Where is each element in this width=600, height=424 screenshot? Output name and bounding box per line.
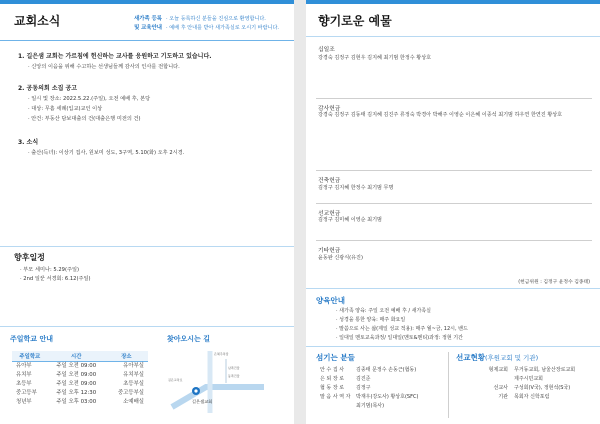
table-row xyxy=(12,398,148,407)
table-header: 장소 xyxy=(105,351,148,362)
offering-category: 선교헌금 xyxy=(318,211,341,217)
news-item xyxy=(18,52,288,72)
cell-dept: 유치부 xyxy=(16,372,32,378)
cell-dept: 중고등부 xyxy=(16,390,37,396)
church-news-title: 교회소식 xyxy=(14,14,61,28)
table-row xyxy=(320,393,432,402)
schedule-list xyxy=(20,266,91,284)
cell-dept: 유아부 xyxy=(16,363,32,369)
directions-map xyxy=(166,347,270,415)
table-row xyxy=(12,380,148,389)
table-row xyxy=(320,402,432,411)
table-row xyxy=(12,389,148,398)
offering-category: 십일조 xyxy=(318,47,335,53)
divider xyxy=(0,246,294,247)
news-line: · 출산(득녀): 이상기 집사, 원보미 성도, 3구역, 5.10(화) 오후 2시경. xyxy=(28,150,185,156)
server-role xyxy=(320,402,356,411)
missions-table xyxy=(476,366,575,402)
schedule-title: 향후일정 xyxy=(14,253,45,262)
notice-line: · 오늘 등록하신 분들을 진심으로 환영합니다. xyxy=(166,16,266,22)
divider xyxy=(316,203,592,204)
news-line: · 대상: 무흠 세례(입교)교인 이상 xyxy=(28,106,103,112)
cell-time: 주일 오후 03:00 xyxy=(56,399,97,405)
map-label: 은혜주차장 xyxy=(214,352,229,356)
schedule-line: · 2nd 일꾼 서경회: 6.12(주일) xyxy=(20,276,91,282)
cell-time: 주일 오전 09:00 xyxy=(56,372,97,378)
mission-names: 구성회(V국), 정현석(S국) xyxy=(514,385,571,391)
table-row xyxy=(476,384,575,393)
map-place-label: 길은샘교회 xyxy=(192,399,213,404)
server-names: 김종태 문정수 손동근(협동) xyxy=(356,367,417,373)
discipleship-title: 양육안내 xyxy=(316,296,345,305)
cell-place: 유아부실 xyxy=(123,363,144,369)
mission-names: 목회자 신학포럼 xyxy=(514,394,550,400)
news-title: 3. 소식 xyxy=(18,139,39,146)
divider xyxy=(316,98,592,99)
server-role: 은 퇴 장 로 xyxy=(320,376,345,382)
notice-label-line: 새가족 등록 xyxy=(134,16,162,22)
server-role: 협 동 장 로 xyxy=(320,385,345,391)
map-label: 동쪽건물 xyxy=(228,374,240,378)
discipleship-line: · 말씀으로 사는 삶(제일 성교 적용): 매주 월~금, 12시, 밴드 xyxy=(336,326,468,332)
server-names: 김진준 xyxy=(356,376,371,382)
divider xyxy=(316,170,592,171)
table-row xyxy=(320,366,432,375)
news-line: · 신앙의 이음을 위해 수고하는 선생님들께 감사의 인사를 전합니다. xyxy=(28,64,180,70)
offering-category: 건축헌금 xyxy=(318,178,341,184)
offerings-title: 향기로운 예물 xyxy=(318,14,392,28)
server-names: 김정구 xyxy=(356,385,371,391)
offering-category: 기타헌금 xyxy=(318,248,341,254)
mission-type: 선교사 xyxy=(493,385,508,391)
cell-time: 주일 오후 12:30 xyxy=(56,390,97,396)
cell-dept: 청년부 xyxy=(16,399,32,405)
top-accent-bar xyxy=(0,0,294,4)
offering-names: 강경숙 김정구 김동태 김지혜 김진주 류정숙 박경아 박해주 이영순 이은혜 이종석 최기범 하우연 한연진 황상호 xyxy=(318,112,563,118)
news-title: 1. 길은샘 교회는 가르침에 헌신하는 교사를 응원하고 기도하고 있습니다. xyxy=(18,53,212,60)
divider xyxy=(0,40,294,41)
table-row xyxy=(476,393,575,402)
column-divider xyxy=(448,352,449,418)
divider xyxy=(306,36,600,37)
notice-text xyxy=(166,15,292,33)
notice-label-line: 및 교육안내 xyxy=(134,25,162,31)
news-title: 2. 공동의회 소집 공고 xyxy=(18,85,78,92)
servers-table xyxy=(320,366,432,411)
top-accent-bar xyxy=(306,0,600,4)
news-item xyxy=(18,138,288,158)
server-role: 안 수 집 사 xyxy=(320,367,345,373)
servers-title: 섬기는 분들 xyxy=(316,353,355,362)
offering-names: 윤동완 신광식(유진) xyxy=(318,255,363,261)
table-header: 주일학교 xyxy=(12,351,48,362)
table-row xyxy=(12,362,148,372)
discipleship-line: · 성경을 통한 양육: 매주 화요일 xyxy=(336,317,406,323)
server-names: 최기범(목사) xyxy=(356,403,385,409)
news-line: · 일시 및 장소: 2022.5.22.(주일), 오전 예배 후, 본당 xyxy=(28,96,151,102)
discipleship-list xyxy=(336,307,468,343)
mission-type: 형제교회 xyxy=(488,367,508,373)
sunday-school-table xyxy=(12,351,148,407)
divider xyxy=(0,326,294,327)
discipleship-line: · 일대일 멘토교육과정/ 일대일(멘토&멘티)과정: 정현 기간 xyxy=(336,335,463,341)
divider xyxy=(306,288,600,289)
missions-title-sub: (후원교회 및 기관) xyxy=(484,354,539,362)
right-page xyxy=(306,0,600,424)
mission-names: 무거동교회, 남울산장로교회 xyxy=(514,367,576,373)
cell-place: 초등부실 xyxy=(123,381,144,387)
table-row xyxy=(476,375,575,384)
directions-title: 찾아오시는 길 xyxy=(167,335,211,343)
news-line: · 안건: 부동산 담보대출의 건(대출은행 미전의 건) xyxy=(28,116,141,122)
offering-names: 강경숙 김정구 김현우 김지혜 최기범 한정수 황상호 xyxy=(318,55,432,61)
missions-title xyxy=(456,352,538,363)
offering-committee-note: (헌금위원 : 김정구 윤정수 김종태) xyxy=(518,280,590,285)
map-label: 길은교차로 xyxy=(168,378,183,382)
schedule-line: · 부모 세미나: 5.29(주일) xyxy=(20,267,80,273)
table-row xyxy=(476,366,575,375)
server-names: 박재우(강도사) 황상호(SFC) xyxy=(356,394,419,400)
cell-time: 주일 오전 09:00 xyxy=(56,381,97,387)
offering-category: 감사헌금 xyxy=(318,106,341,112)
notice-line: · 예배 후 안내를 받아 새가족실로 오시기 바랍니다. xyxy=(166,25,279,31)
cell-place: 유치부실 xyxy=(123,372,144,378)
offering-names: 김정구 김지혜 한정수 최기범 무명 xyxy=(318,185,394,191)
table-row xyxy=(320,375,432,384)
left-page xyxy=(0,0,294,424)
table-row xyxy=(320,384,432,393)
missions-title-main: 선교현황 xyxy=(456,353,485,362)
table-row xyxy=(12,371,148,380)
discipleship-line: · 새가족 양육: 주일 오전 예배 후 / 새가족실 xyxy=(336,308,431,314)
mission-type xyxy=(476,375,514,384)
sunday-school-title: 주일학교 안내 xyxy=(10,335,54,343)
news-item xyxy=(18,84,288,124)
divider xyxy=(306,346,600,347)
mission-type: 기관 xyxy=(498,394,508,400)
map-label: 남쪽건물 xyxy=(228,366,240,370)
server-role: 말 음 사 역 자 xyxy=(320,394,351,400)
cell-place: 소예배실 xyxy=(123,399,144,405)
offering-names: 김정구 김미혜 이영순 최기범 xyxy=(318,217,382,223)
divider xyxy=(316,240,592,241)
mission-names: 제주시민교회 xyxy=(514,376,543,382)
cell-place: 중고등부실 xyxy=(117,390,144,396)
cell-dept: 초등부 xyxy=(16,381,32,387)
notice-label xyxy=(118,15,162,33)
cell-time: 주일 오전 09:00 xyxy=(56,363,97,369)
table-header: 시간 xyxy=(48,351,105,362)
